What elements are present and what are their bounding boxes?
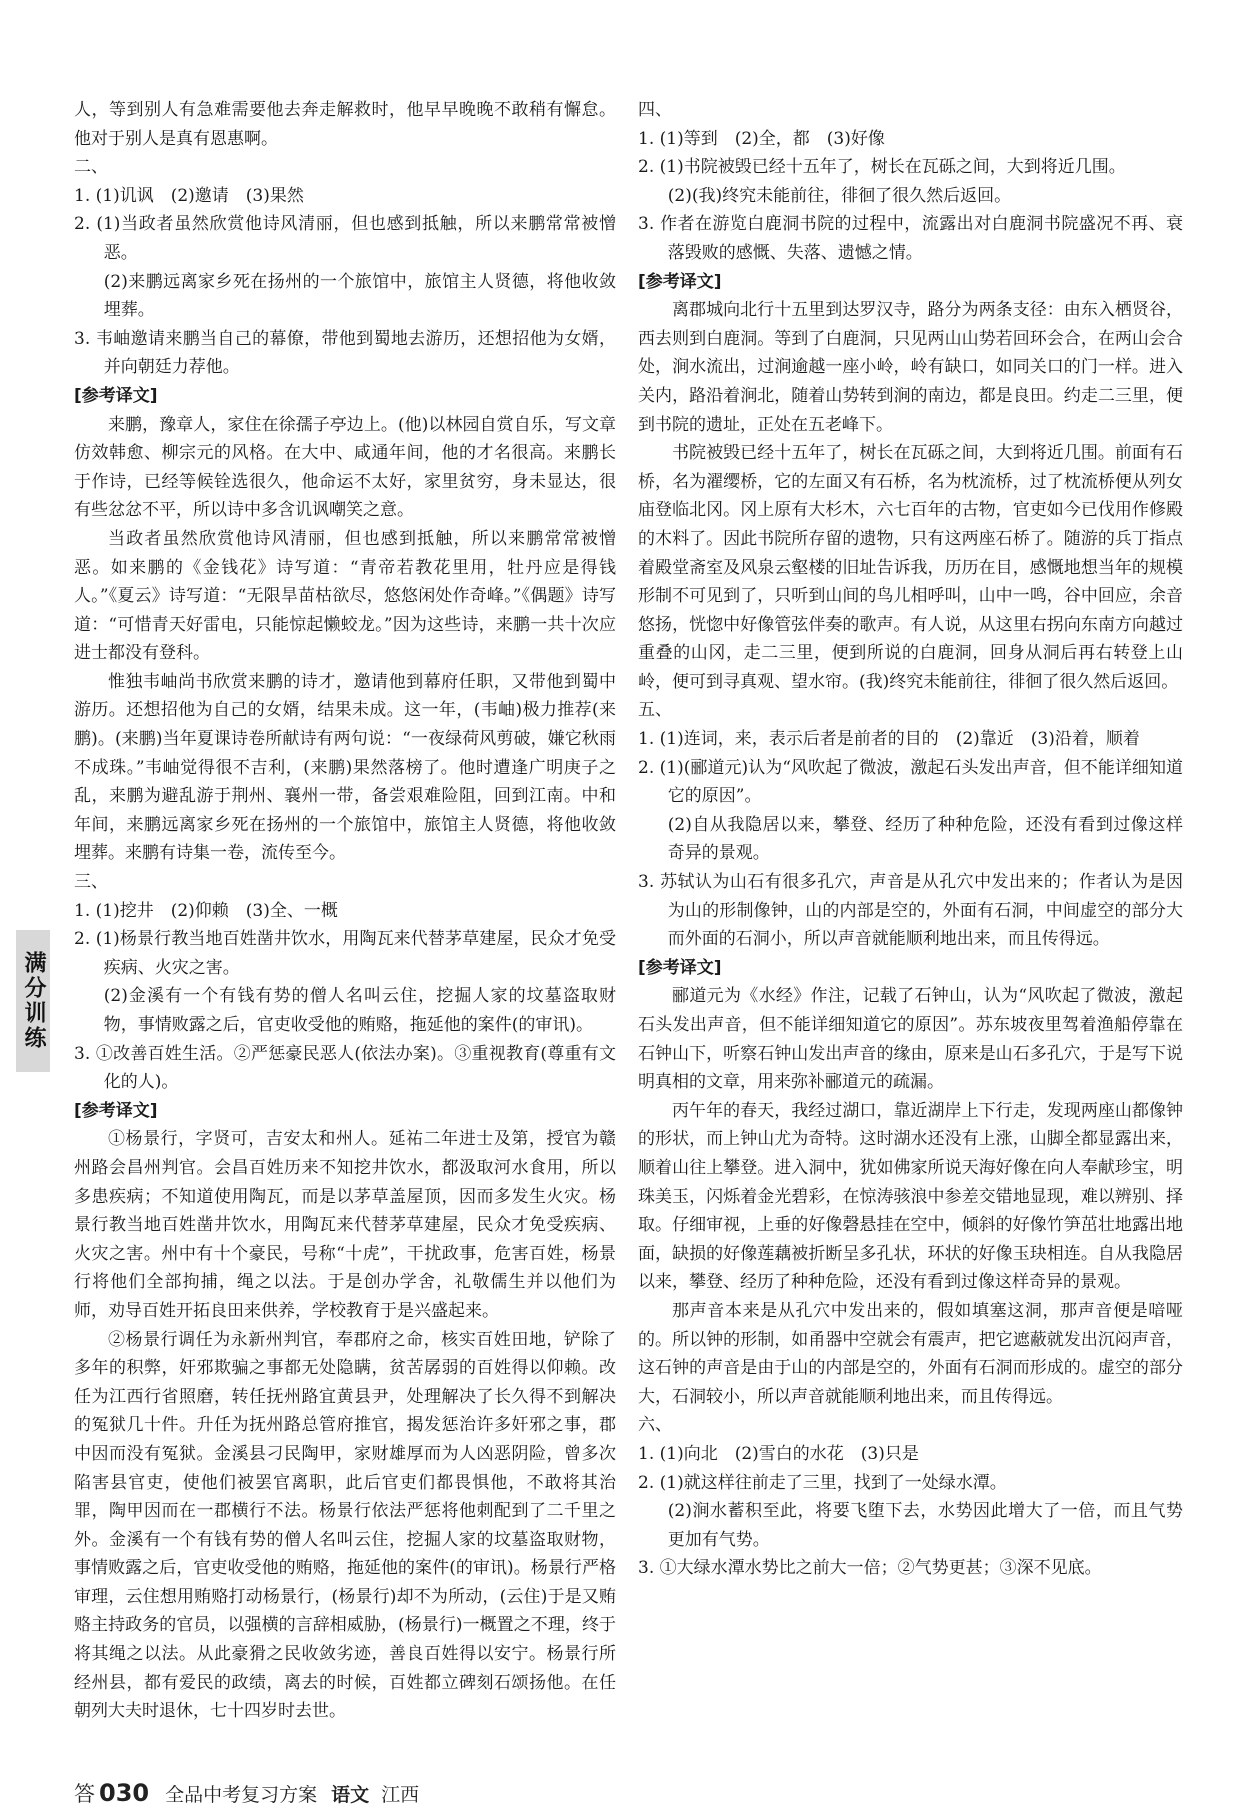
- translation-paragraph: ①杨景行，字贤可，吉安太和州人。延祐二年进士及第，授官为赣州路会昌州判官。会昌百姓历来不知挖井饮水，都汲取河水食用，所以多患疾病；不知道使用陶瓦，而是以茅草盖屋顶，因而多发生火灾。杨景行教当地百姓凿井饮水，用陶瓦来代替茅草建屋，民众才免受疾病、火灾之害。州中有十个豪民，号称“十虎”，干扰政事，危害百姓，杨景行将他们全部拘捕，绳之以法。于是创办学舍，礼敬儒生并以他们为师，劝导百姓开拓良田来供养，学校教育于是兴盛起来。: [74, 1129, 616, 1321]
- translation-paragraph: 郦道元为《水经》作注，记载了石钟山，认为“风吹起了微波，激起石头发出声音，但不能详细知道它的原因”。苏东坡夜里驾着渔船停靠在石钟山下，听察石钟山发出声音的缘由，原来是山石多孔穴，于是写下说明真相的文章，用来弥补郦道元的疏漏。: [638, 986, 1183, 1093]
- answer-item: 3. ①改善百姓生活。②严惩豪民恶人(依法办案)。③重视教育(尊重有文化的人)。: [74, 1043, 616, 1093]
- right-column: [638, 96, 1183, 1583]
- translation-paragraph: 当政者虽然欣赏他诗风清丽，但也感到抵触，所以来鹏常常被憎恶。如来鹏的《金钱花》诗写道：“青帝若教花里用，牡丹应是得钱人。”《夏云》诗写道：“无限旱苗枯欲尽，悠悠闲处作奇峰。”《偶题》诗写道：“可惜青天好雷电，只能惊起懒蛟龙。”因为这些诗，来鹏一共十次应进士都没有登科。: [74, 528, 616, 664]
- answer-item: 2. (1)就这样往前走了三里，找到了一处绿水潭。: [638, 1472, 1007, 1493]
- translation-paragraph: 丙午年的春天，我经过湖口，靠近湖岸上下行走，发现两座山都像钟的形状，而上钟山尤为奇特。这时湖水还没有上涨，山脚全都显露出来，顺着山往上攀登。进入洞中，犹如佛家所说天海好像在向人奉献珍宝，明珠美玉，闪烁着金光碧彩，在惊涛骇浪中参差交错地显现，难以辨别、择取。仔细审视，上垂的好像磬悬挂在空中，倾斜的好像竹笋茁壮地露出地面，缺损的好像莲藕被折断呈多孔状，环状的好像玉玦相连。自从我隐居以来，攀登、经历了种种危险，还没有看到过像这样奇异的景观。: [638, 1100, 1183, 1293]
- section-heading: 四、: [638, 100, 672, 120]
- region-label: 江西: [381, 1784, 420, 1806]
- translation-paragraph: 离郡城向北行十五里到达罗汉寺，路分为两条支径：由东入栖贤谷，西去则到白鹿洞。等到了白鹿洞，只见两山山势若回环会合，在两山会合处，涧水流出，过涧逾越一座小岭，岭有缺口，如同关口的门一样。进入关内，路沿着涧北，随着山势转到涧的南边，都是良田。约走二三里，便到书院的遗址，正处在五老峰下。: [638, 300, 1183, 435]
- answer-item: 3. 作者在游览白鹿洞书院的过程中，流露出对白鹿洞书院盛况不再、衰落毁败的感慨、失落、遗憾之情。: [638, 214, 1183, 263]
- reference-translation-heading: [参考译文]: [74, 385, 158, 406]
- answer-item: 2. (1)书院被毁已经十五年了，树长在瓦砾之间，大到将近几围。: [638, 157, 1126, 178]
- answer-item: 2. (1)当政者虽然欣赏他诗风清丽，但也感到抵触，所以来鹏常常被憎恶。: [74, 214, 616, 263]
- answer-item: 2. (1)(郦道元)认为“风吹起了微波，激起石头发出声音，但不能详细知道它的原因”。: [638, 757, 1183, 807]
- continued-text: 人，等到别人有急难需要他去奔走解救时，他早早晚晚不敢稍有懈怠。他对于别人是真有恩惠啊。: [74, 100, 616, 149]
- answer-subitem: (2)自从我隐居以来，攀登、经历了种种危险，还没有看到过像这样奇异的景观。: [667, 814, 1183, 864]
- reference-translation-heading: [参考译文]: [638, 957, 722, 978]
- answer-item: 1. (1)连词，来，表示后者是前者的目的 (2)靠近 (3)沿着，顺着: [638, 729, 1140, 750]
- section-heading: 三、: [74, 872, 108, 893]
- translation-paragraph: ②杨景行调任为永新州判官，奉郡府之命，核实百姓田地，铲除了多年的积弊，奸邪欺骗之事都无处隐瞒，贫苦孱弱的百姓得以仰赖。改任为江西行省照磨，转任抚州路宜黄县尹，处理解决了长久得不到解决的冤狱几十件。升任为抚州路总管府推官，揭发惩治许多奸邪之事，郡中因而没有冤狱。金溪县刁民陶甲，家财雄厚而为人凶恶阴险，曾多次陷害县官吏，使他们被罢官离职，此后官吏们都畏惧他，不敢将其治罪，陶甲因而在一郡横行不法。杨景行依法严惩将他刺配到了二千里之外。金溪有一个有钱有势的僧人名叫云住，挖掘人家的坟墓盗取财物，事情败露之后，官吏收受他的贿赂，拖延他的案件(的审讯)。杨景行严格审理，云住想用贿赂打动杨景行，(杨景行)却不为所动，(云住)于是又贿赂主持政务的官员，以强横的言辞相威胁，(杨景行)一概置之不理，终于将其绳之以法。从此豪猾之民收敛劣迹，善良百姓得以安宁。杨景行所经州县，都有爱民的政绩，离去的时候，百姓都立碑刻石颂扬他。在任朝列大夫时退休，七十四岁时去世。: [74, 1329, 616, 1722]
- answer-subitem: (2)来鹏远离家乡死在扬州的一个旅馆中，旅馆主人贤德，将他收敛埋葬。: [103, 271, 616, 321]
- section-heading: 二、: [74, 157, 108, 178]
- left-column: [74, 96, 616, 1726]
- answer-item: 3. 韦岫邀请来鹏当自己的幕僚，带他到蜀地去游历，还想招他为女婿，并向朝廷力荐他。: [74, 328, 616, 378]
- section-heading: 五、: [638, 700, 672, 721]
- reference-translation-heading: [参考译文]: [638, 271, 722, 292]
- translation-paragraph: 那声音本来是从孔穴中发出来的，假如填塞这洞，那声音便是喑哑的。所以钟的形制，如甬器中空就会有震声，把它遮蔽就发出沉闷声音，这石钟的声音是由于山的内部是空的，外面有石洞而形成的。虚空的部分大，石洞较小，所以声音就能顺利地出来，而且传得远。: [638, 1300, 1183, 1407]
- side-tab-label: 满分训练: [16, 930, 50, 1072]
- translation-paragraph: 书院被毁已经十五年了，树长在瓦砾之间，大到将近几围。前面有石桥，名为濯缨桥，它的左面又有石桥，名为枕流桥，过了枕流桥便从列女庙登临北冈。冈上原有大杉木，六七百年的古物，官吏如今已伐用作修殿的木料了。因此书院所存留的遗物，只有这两座石桥了。随游的兵丁指点着殿堂斋室及风泉云壑楼的旧址告诉我，历历在目，感慨地想当年的规模形制不可见到了，只听到山间的鸟儿相呼叫，山中一鸣，谷中回应，余音悠扬，恍惚中好像管弦伴奏的歌声。有人说，从这里右拐向东南方向越过重叠的山冈，走二三里，便到所说的白鹿洞，回身从洞后再右转登上山岭，便可到寻真观、望水帘。(我)终究未能前往，徘徊了很久然后返回。: [638, 443, 1183, 692]
- footer-answer-mark: 答: [74, 1782, 95, 1806]
- translation-paragraph: 惟独韦岫尚书欣赏来鹏的诗才，邀请他到幕府任职，又带他到蜀中游历。还想招他为自己的女婿，结果未成。这一年，(韦岫)极力推荐(来鹏)。(来鹏)当年夏课诗卷所献诗有两句说：“一夜绿荷风剪破，嫌它秋雨不成珠。”韦岫觉得很不吉利，(来鹏)果然落榜了。他时遭逢广明庚子之乱，来鹏为避乱游于荆州、襄州一带，备尝艰难险阻，回到江南。中和年间，来鹏远离家乡死在扬州的一个旅馆中，旅馆主人贤德，将他收敛埋葬。来鹏有诗集一卷，流传至今。: [74, 671, 616, 864]
- answer-item: 1. (1)挖井 (2)仰赖 (3)全、一概: [74, 900, 338, 921]
- translation-paragraph: 来鹏，豫章人，家住在徐孺子亭边上。(他)以林园自赏自乐，写文章仿效韩愈、柳宗元的风格。在大中、咸通年间，他的才名很高。来鹏长于作诗，已经等候铨选很久，他命运不太好，家里贫穷，身未显达，很有些忿忿不平，所以诗中多含讥讽嘲笑之意。: [74, 414, 616, 521]
- reference-translation-heading: [参考译文]: [74, 1100, 158, 1121]
- answer-item: 3. 苏轼认为山石有很多孔穴，声音是从孔穴中发出来的；作者认为是因为山的形制像钟，山的内部是空的，外面有石洞，中间虚空的部分大而外面的石洞小，所以声音就能顺利地出来，而且传得远。: [638, 872, 1183, 950]
- subject-label: 语文: [331, 1784, 370, 1806]
- page-footer: [74, 1778, 419, 1808]
- page-number: 030: [99, 1779, 150, 1807]
- answer-subitem: (2)金溪有一个有钱有势的僧人名叫云住，挖掘人家的坟墓盗取财物，事情败露之后，官吏收受他的贿赂，拖延他的案件(的审讯)。: [103, 986, 616, 1035]
- answer-subitem: (2)涧水蓄积至此，将要飞堕下去，水势因此增大了一倍，而且气势更加有气势。: [667, 1501, 1183, 1550]
- section-heading: 六、: [638, 1415, 672, 1436]
- book-title: 全品中考复习方案: [165, 1784, 318, 1806]
- answer-item: 2. (1)杨景行教当地百姓凿井饮水，用陶瓦来代替茅草建屋，民众才免受疾病、火灾之害。: [74, 929, 616, 978]
- answer-item: 1. (1)讥讽 (2)邀请 (3)果然: [74, 185, 304, 206]
- answer-item: 1. (1)向北 (2)雪白的水花 (3)只是: [638, 1443, 919, 1464]
- answer-item: 1. (1)等到 (2)全，都 (3)好像: [638, 128, 885, 149]
- answer-subitem: (2)(我)终究未能前往，徘徊了很久然后返回。: [667, 185, 1012, 206]
- answer-item: 3. ①大绿水潭水势比之前大一倍；②气势更甚；③深不见底。: [638, 1558, 1102, 1579]
